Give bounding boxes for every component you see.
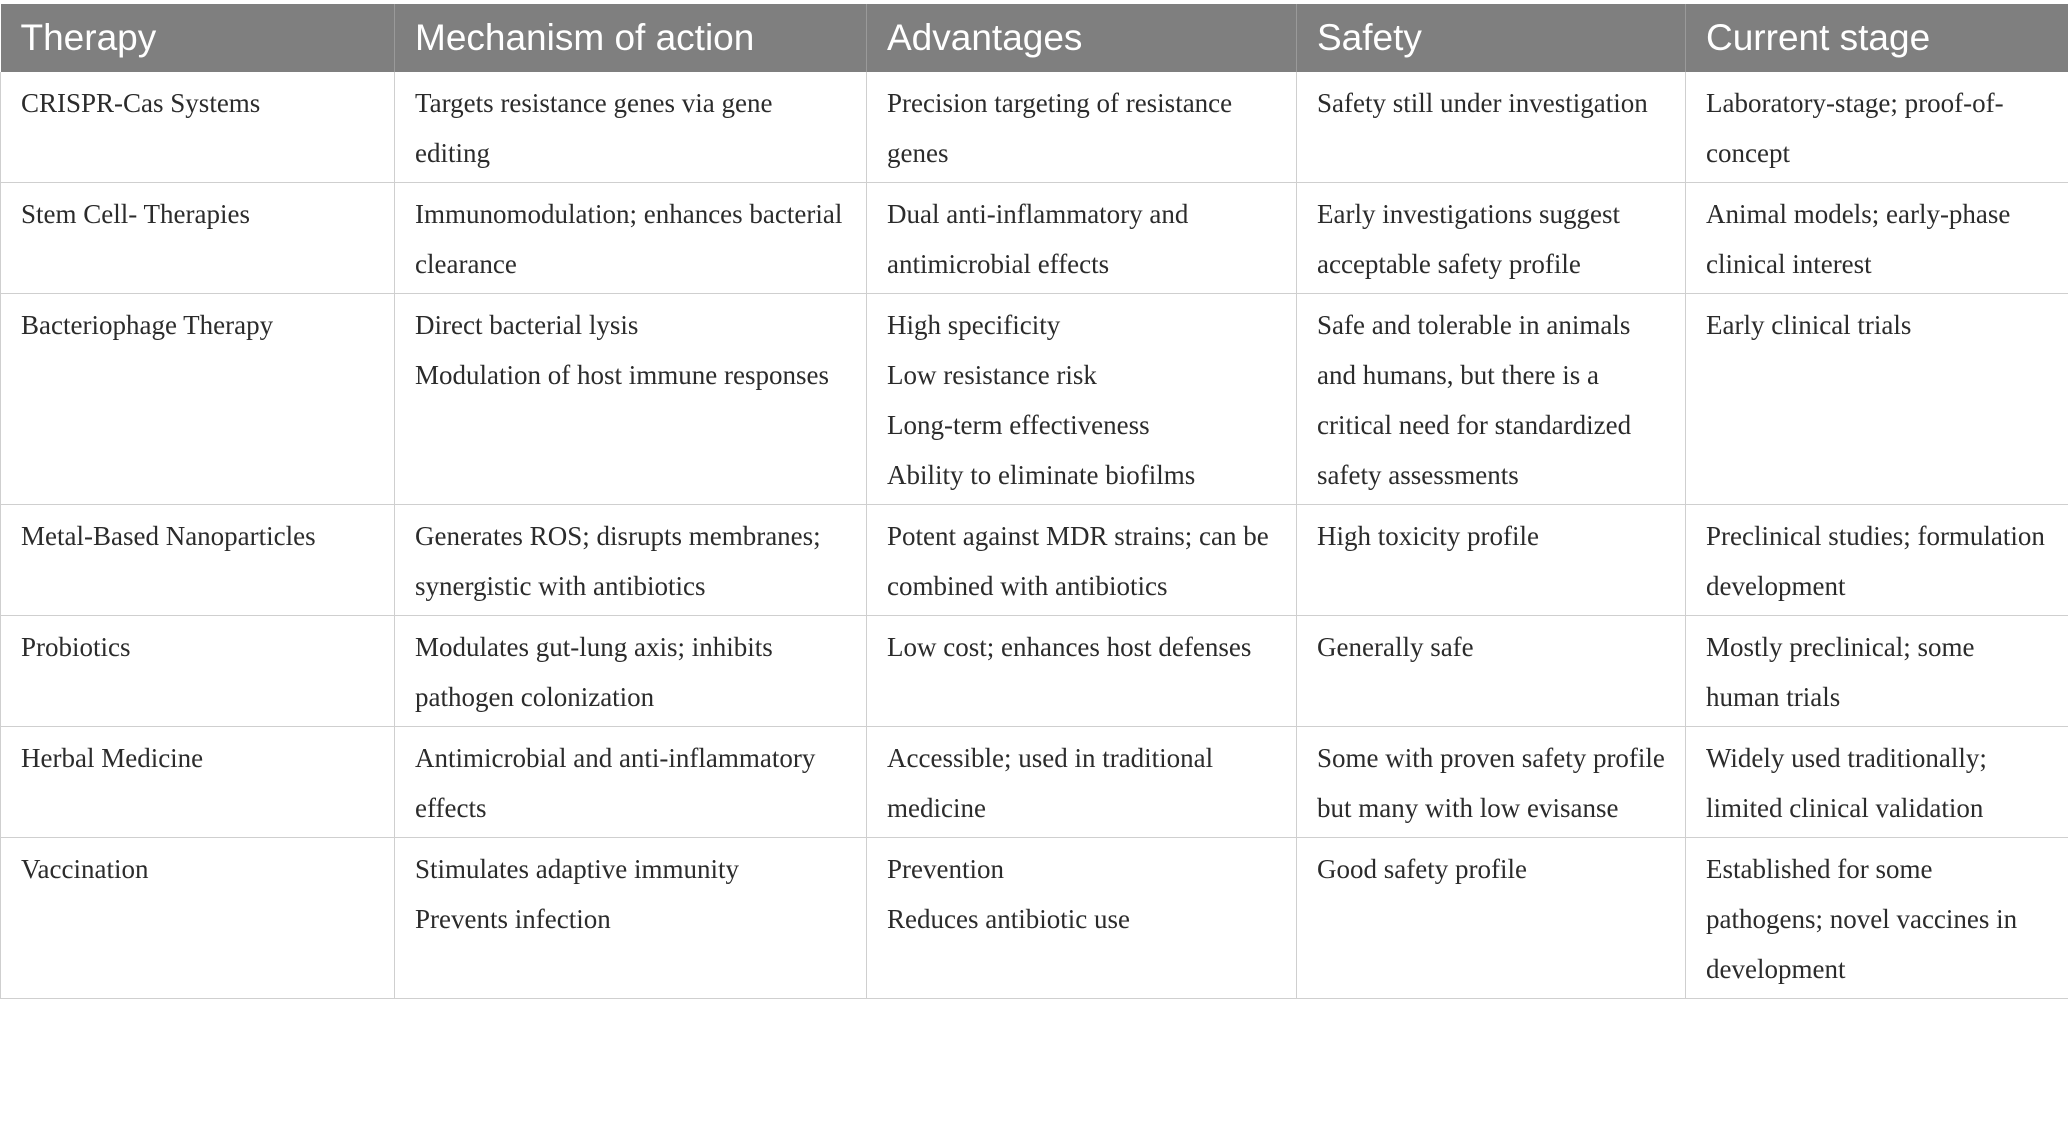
cell-text-line: Generally safe	[1317, 632, 1474, 662]
cell-text-line: Prevents infection	[415, 904, 611, 934]
cell-text-line: Low resistance risk	[887, 360, 1097, 390]
therapy-cell: Metal-Based Nanoparticles	[1, 505, 395, 616]
cell-text-line: Widely used traditionally; limited clinical validation	[1706, 743, 1987, 823]
current-stage-cell	[1686, 727, 2068, 838]
current-stage-cell	[1686, 838, 2068, 999]
header-row	[1, 4, 2068, 72]
cell-text-line: Good safety profile	[1317, 854, 1527, 884]
cell-text-line: Precision targeting of resistance genes	[887, 88, 1233, 168]
mechanism-cell	[395, 72, 867, 183]
cell-text-line: Mostly preclinical; some human trials	[1706, 632, 1975, 712]
safety-cell	[1297, 505, 1686, 616]
table-row	[1, 294, 2068, 505]
cell-text-line: Safety still under investigation	[1317, 88, 1648, 118]
table-body	[1, 72, 2068, 999]
table-header	[1, 4, 2068, 72]
header-therapy: Therapy	[1, 4, 395, 72]
therapy-comparison-table	[0, 4, 2068, 999]
therapy-cell: Probiotics	[1, 616, 395, 727]
cell-text-line: Stimulates adaptive immunity	[415, 854, 739, 884]
safety-cell	[1297, 616, 1686, 727]
therapy-cell: Herbal Medicine	[1, 727, 395, 838]
cell-text-line: Prevention	[887, 854, 1004, 884]
current-stage-cell	[1686, 72, 2068, 183]
table-row	[1, 183, 2068, 294]
therapy-cell: Vaccination	[1, 838, 395, 999]
advantages-cell	[867, 616, 1297, 727]
cell-text-line: Accessible; used in traditional medicine	[887, 743, 1214, 823]
cell-text-line: Modulation of host immune responses	[415, 360, 829, 390]
mechanism-cell	[395, 183, 867, 294]
cell-text-line: Targets resistance genes via gene editing	[415, 88, 773, 168]
cell-text-line: High toxicity profile	[1317, 521, 1539, 551]
header-safety: Safety	[1297, 4, 1686, 72]
table-row	[1, 727, 2068, 838]
mechanism-cell	[395, 616, 867, 727]
advantages-cell	[867, 838, 1297, 999]
cell-text-line: Preclinical studies; formulation development	[1706, 521, 2045, 601]
cell-text-line: Ability to eliminate biofilms	[887, 460, 1196, 490]
cell-text-line: Potent against MDR strains; can be combined with antibiotics	[887, 521, 1269, 601]
mechanism-cell	[395, 294, 867, 505]
therapy-cell: Stem Cell- Therapies	[1, 183, 395, 294]
table-row	[1, 616, 2068, 727]
cell-text-line: High specificity	[887, 310, 1061, 340]
cell-text-line: Laboratory-stage; proof-of-concept	[1706, 88, 2004, 168]
cell-text-line: Reduces antibiotic use	[887, 904, 1130, 934]
safety-cell	[1297, 727, 1686, 838]
mechanism-cell	[395, 838, 867, 999]
cell-text-line: Animal models; early-phase clinical interest	[1706, 199, 2011, 279]
header-current-stage: Current stage	[1686, 4, 2068, 72]
advantages-cell	[867, 505, 1297, 616]
current-stage-cell	[1686, 505, 2068, 616]
cell-text-line: Modulates gut-lung axis; inhibits pathogen colonization	[415, 632, 773, 712]
advantages-cell	[867, 183, 1297, 294]
safety-cell	[1297, 294, 1686, 505]
header-advantages: Advantages	[867, 4, 1297, 72]
safety-cell	[1297, 72, 1686, 183]
therapy-comparison-table-container	[0, 4, 2068, 999]
table-row	[1, 838, 2068, 999]
table-row	[1, 505, 2068, 616]
advantages-cell	[867, 294, 1297, 505]
safety-cell	[1297, 183, 1686, 294]
therapy-cell: CRISPR-Cas Systems	[1, 72, 395, 183]
cell-text-line: Some with proven safety profile but many with low evisanse	[1317, 743, 1665, 823]
header-mechanism: Mechanism of action	[395, 4, 867, 72]
cell-text-line: Immunomodulation; enhances bacterial clearance	[415, 199, 843, 279]
cell-text-line: Early clinical trials	[1706, 310, 1912, 340]
therapy-cell: Bacteriophage Therapy	[1, 294, 395, 505]
cell-text-line: Direct bacterial lysis	[415, 310, 639, 340]
cell-text-line: Early investigations suggest acceptable safety profile	[1317, 199, 1620, 279]
advantages-cell	[867, 72, 1297, 183]
current-stage-cell	[1686, 183, 2068, 294]
current-stage-cell	[1686, 616, 2068, 727]
mechanism-cell	[395, 727, 867, 838]
cell-text-line: Long-term effectiveness	[887, 410, 1150, 440]
mechanism-cell	[395, 505, 867, 616]
cell-text-line: Safe and tolerable in animals and humans, but there is a critical need for standardized safety assessments	[1317, 310, 1632, 490]
cell-text-line: Low cost; enhances host defenses	[887, 632, 1252, 662]
table-row	[1, 72, 2068, 183]
cell-text-line: Established for some pathogens; novel vaccines in development	[1706, 854, 2018, 984]
cell-text-line: Antimicrobial and anti-inflammatory effects	[415, 743, 816, 823]
current-stage-cell	[1686, 294, 2068, 505]
cell-text-line: Dual anti-inflammatory and antimicrobial effects	[887, 199, 1189, 279]
cell-text-line: Generates ROS; disrupts membranes; synergistic with antibiotics	[415, 521, 821, 601]
safety-cell	[1297, 838, 1686, 999]
advantages-cell	[867, 727, 1297, 838]
